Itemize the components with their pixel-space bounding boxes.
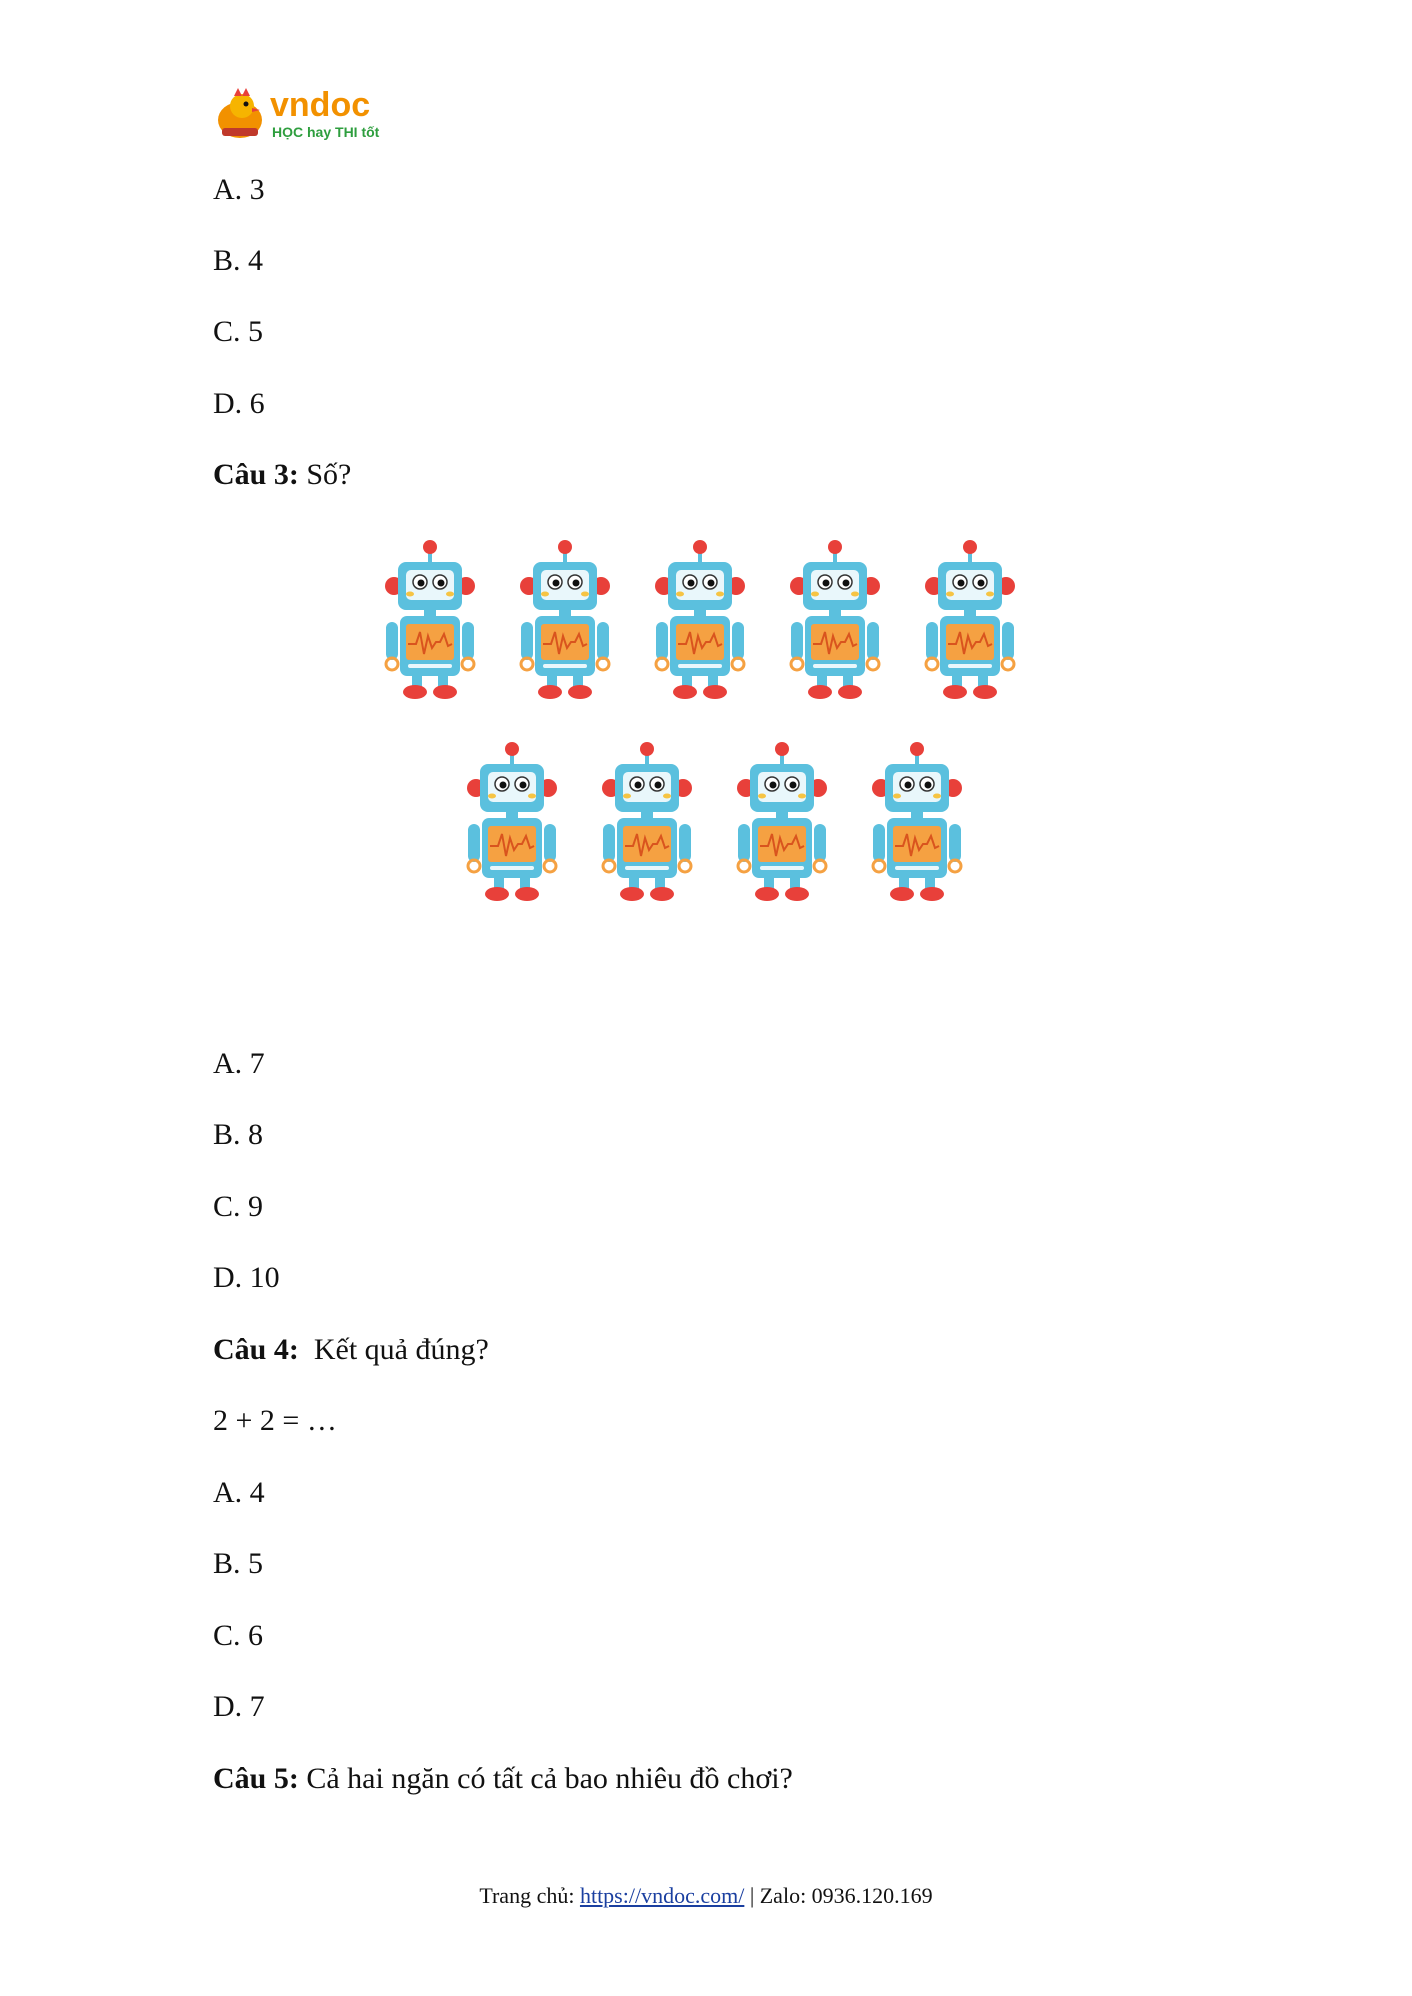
- robot-2: [520, 540, 610, 699]
- robot-3: [655, 540, 745, 699]
- robot-9: [872, 742, 962, 901]
- q2-option-b: B. 4: [213, 244, 264, 277]
- robot-1: [385, 540, 475, 699]
- q3-option-d: D. 10: [213, 1261, 280, 1294]
- vndoc-logo: [212, 84, 392, 144]
- mascot-icon: [218, 88, 262, 138]
- robot-7: [602, 742, 692, 901]
- q3-label: Câu 3:: [213, 458, 299, 491]
- q4-expression: 2 + 2 = …: [213, 1404, 337, 1437]
- q4-option-a: A. 4: [213, 1476, 265, 1509]
- footer-prefix: Trang chủ:: [479, 1883, 580, 1908]
- q3-option-a: A. 7: [213, 1047, 265, 1080]
- q2-option-a: A. 3: [213, 173, 265, 206]
- robots-illustration: [380, 538, 1040, 938]
- q5-text: Cả hai ngăn có tất cả bao nhiêu đồ chơi?: [298, 1762, 793, 1795]
- q3-heading: [213, 457, 351, 493]
- logo-tagline: HỌC hay THI tốt: [272, 124, 380, 140]
- q4-heading: [213, 1332, 489, 1368]
- q5-heading: [213, 1761, 793, 1797]
- logo-name: vndoc: [270, 86, 371, 124]
- footer-home-link[interactable]: https://vndoc.com/: [579, 1883, 745, 1908]
- q3-text: Số?: [298, 458, 352, 491]
- q3-option-b: B. 8: [213, 1118, 264, 1151]
- q2-option-c: C. 5: [213, 315, 264, 348]
- q5-label: Câu 5:: [213, 1762, 299, 1795]
- q4-option-d: D. 7: [213, 1690, 265, 1723]
- footer-zalo: | Zalo: 0936.120.169: [744, 1883, 933, 1908]
- robot-5: [925, 540, 1015, 699]
- q2-option-d: D. 6: [213, 387, 265, 420]
- robot-6: [467, 742, 557, 901]
- robot-8: [737, 742, 827, 901]
- q4-option-b: B. 5: [213, 1547, 264, 1580]
- q4-option-c: C. 6: [213, 1619, 264, 1652]
- page-footer: [0, 1882, 1412, 1910]
- q4-text: Kết quả đúng?: [298, 1333, 489, 1366]
- q3-option-c: C. 9: [213, 1190, 264, 1223]
- robot-4: [790, 540, 880, 699]
- q4-label: Câu 4:: [213, 1333, 299, 1366]
